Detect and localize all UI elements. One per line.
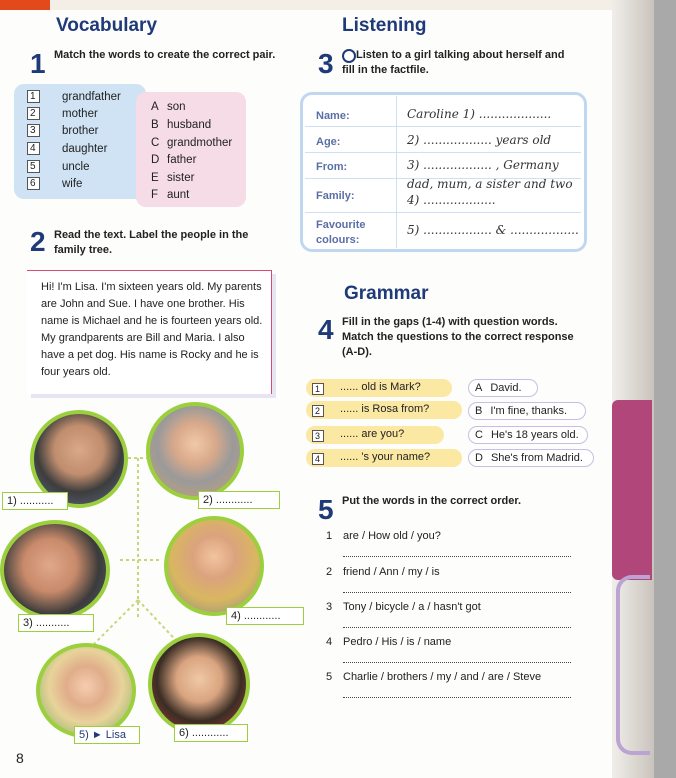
factfile-age-value: 2) .................. years old [407,133,552,147]
factfile-from-label: From: [316,161,348,173]
order-item: 2 friend / Ann / my / is [326,566,440,578]
exercise-4-number: 4 [318,314,334,345]
grandmother-photo [146,402,244,500]
question-item: 3 ...... are you? [306,426,444,444]
question-item: 1 ...... old is Mark? [306,379,452,397]
order-item: 1 are / How old / you? [326,530,441,542]
factfile-colours-value: 5) .................. & .................. [407,223,579,237]
factfile-age-label: Age: [316,136,341,148]
next-page-frame [616,575,650,755]
pair-item: C grandmother [151,137,233,149]
page-gutter [612,0,676,778]
pair-item: B husband [151,119,212,131]
question-item: 2 ...... is Rosa from? [306,401,462,419]
factfile-family-label: Family: [316,190,355,202]
answer-item: A David. [468,379,538,397]
vocabulary-heading: Vocabulary [56,15,158,36]
answer-item: B I'm fine, thanks. [468,402,586,420]
next-page-photo [612,400,652,580]
listening-heading: Listening [342,15,427,36]
exercise-1-number: 1 [30,48,46,79]
exercise-2-instruction: Read the text. Label the people in the family tree. [54,229,249,256]
order-item: 5 Charlie / brothers / my / and / are / Steve [326,671,542,683]
pair-item: E sister [151,172,195,184]
grammar-heading: Grammar [344,283,429,304]
order-item: 4 Pedro / His / is / name [326,636,452,648]
word-item: 4 daughter [27,142,107,156]
father-photo [0,520,110,620]
pair-item: A son [151,101,186,113]
exercise-3-instruction: Listen to a girl talking about herself and fill in the factfile. [342,49,565,76]
tree-label-6: 6) ............ [174,724,248,742]
page-number: 8 [16,750,24,766]
word-item: 5 uncle [27,160,90,174]
word-item: 1 grandfather [27,90,121,104]
exercise-1-instruction: Match the words to create the correct pair. [54,49,276,61]
exercise-5-instruction: Put the words in the correct order. [342,495,522,507]
pair-item: D father [151,154,197,166]
factfile-family-value: dad, mum, a sister and two 4) ................... [407,177,573,207]
answer-item: C He's 18 years old. [468,426,588,444]
tree-label-4: 4) ............ [226,607,304,625]
pair-item: F aunt [151,189,190,201]
question-item: 4 ...... 's your name? [306,449,462,467]
exercise-2-number: 2 [30,226,46,257]
factfile-name-label: Name: [316,110,350,122]
factfile-colours-label: Favourite colours: [316,219,366,246]
lisa-photo [36,643,136,738]
factfile-from-value: 3) .................. , Germany [407,158,559,172]
word-item: 6 wife [27,177,82,191]
reading-text: Hi! I'm Lisa. I'm sixteen years old. My parents are John and Sue. I have one brother. His name is Michael and he is fourteen years old. My grandparents are Bill and Maria. I also have a pet dog. His name is Rocky and he is four years old. [41,281,263,378]
brother-photo [148,633,250,735]
tree-label-3: 3) ........... [18,614,94,632]
order-item: 3 Tony / bicycle / a / hasn't got [326,601,481,613]
word-item: 2 mother [27,107,98,121]
answer-item: D She's from Madrid. [468,449,594,467]
factfile-name-value: Caroline 1) ................... [407,107,552,121]
tree-label-2: 2) ............ [198,491,280,509]
mother-photo [164,516,264,616]
tree-label-1: 1) ........... [2,492,68,510]
exercise-5-number: 5 [318,494,334,525]
exercise-3-number: 3 [318,48,334,79]
exercise-4-instruction: Fill in the gaps (1-4) with question words. Match the questions to the correct response (A-D). [342,316,574,358]
tree-label-5: 5) ► Lisa [74,726,140,744]
word-item: 3 brother [27,124,98,138]
